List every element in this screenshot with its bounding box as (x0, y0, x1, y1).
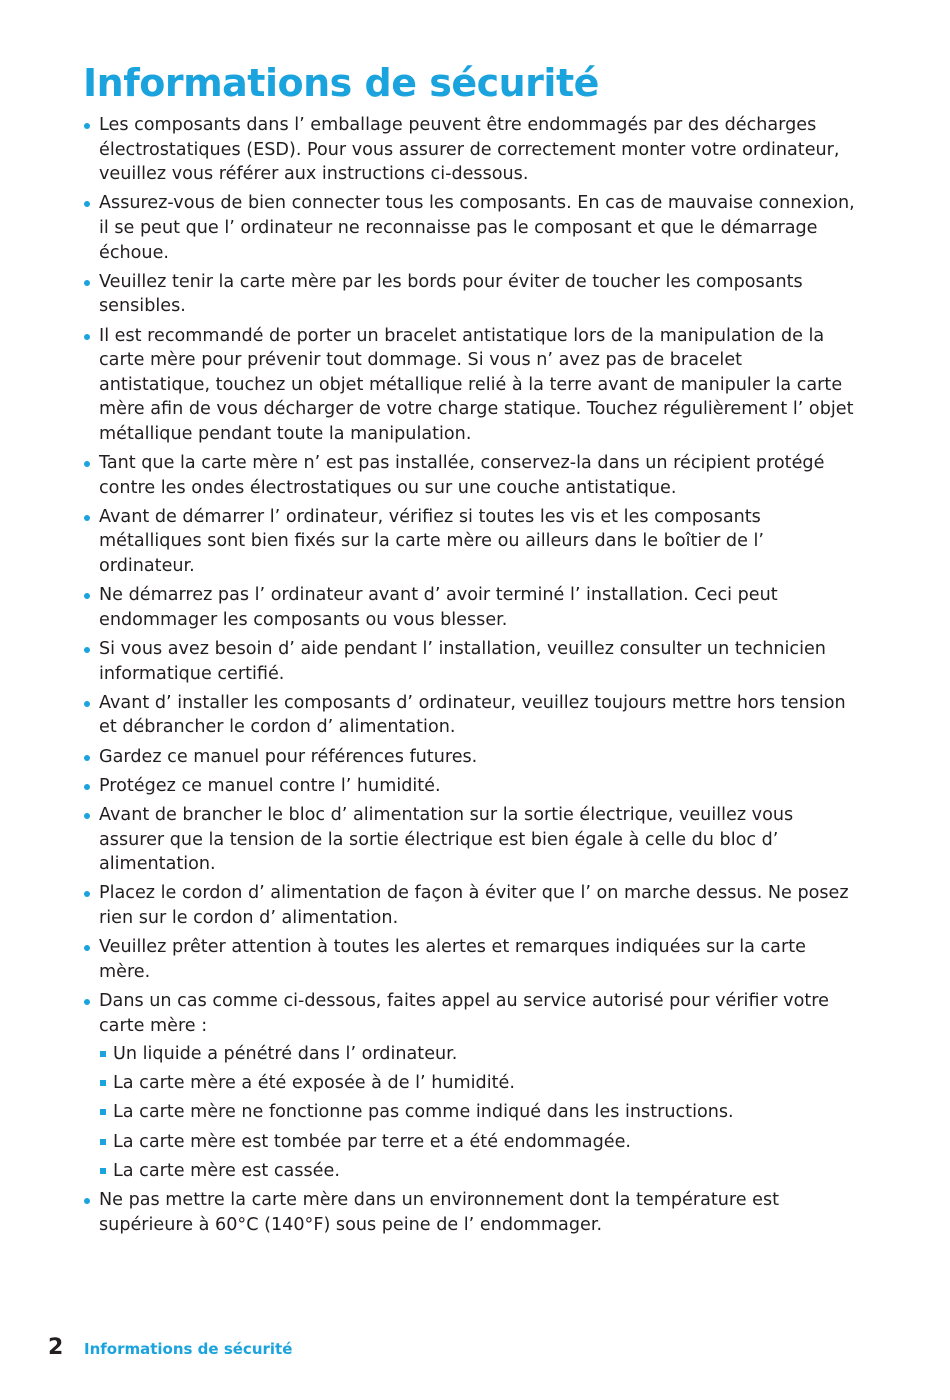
list-item (83, 637, 858, 686)
safety-content (83, 113, 858, 1242)
list-item-text: Tant que la carte mère n’ est pas installée, conservez-la dans un récipient protégé contre les ondes électrostatiques ou sur une couche antistatique. (99, 453, 825, 498)
list-item (83, 1188, 858, 1237)
bullet-dot-icon (84, 123, 90, 129)
bullet-dot-icon (84, 461, 90, 467)
sub-list-item-text: La carte mère est cassée. (113, 1160, 340, 1181)
page-title: Informations de sécurité (83, 61, 599, 105)
list-item-text: Avant de démarrer l’ ordinateur, vérifiez si toutes les vis et les composants métalliques sont bien fixés sur la carte mère ou ailleurs dans le boîtier de l’ ordinateur. (99, 506, 764, 577)
list-item-text: Assurez-vous de bien connecter tous les composants. En cas de mauvaise connexion, il se peut que l’ ordinateur ne reconnaisse pas le composant et que le démarrage échoue. (99, 193, 855, 263)
bullet-dot-icon (84, 593, 90, 599)
bullet-dot-icon (84, 755, 90, 761)
list-item (83, 774, 858, 799)
list-item (83, 505, 858, 579)
bullet-square-icon (100, 1109, 106, 1115)
list-item-text: Si vous avez besoin d’ aide pendant l’ installation, veuillez consulter un technicien informatique certifié. (99, 639, 826, 684)
list-item (83, 270, 858, 319)
list-item-text: Ne démarrez pas l’ ordinateur avant d’ avoir terminé l’ installation. Ceci peut endommager les composants ou vous blesser. (99, 585, 778, 630)
sub-list-item-text: La carte mère ne fonctionne pas comme indiqué dans les instructions. (113, 1102, 734, 1123)
sub-list-item (99, 1159, 858, 1184)
bullet-dot-icon (84, 515, 90, 521)
bullet-dot-icon (84, 647, 90, 653)
list-item-text: Avant de brancher le bloc d’ alimentation sur la sortie électrique, veuillez vous assurer que la tension de la sortie électrique est bien égale à celle du bloc d’ alimentation. (99, 804, 794, 875)
list-item-text: Les composants dans l’ emballage peuvent être endommagés par des décharges électrostatiques (ESD). Pour vous assurer de correctement monter votre ordinateur, veuillez vous référer aux instructions ci-dessous. (99, 115, 840, 185)
sub-list-item (99, 1100, 858, 1125)
bullet-dot-icon (84, 201, 90, 207)
bullet-dot-icon (84, 784, 90, 790)
list-item-text: Protégez ce manuel contre l’ humidité. (99, 775, 441, 796)
bullet-square-icon (100, 1139, 106, 1145)
list-item (83, 803, 858, 877)
list-item-text: Il est recommandé de porter un bracelet antistatique lors de la manipulation de la carte mère pour prévenir tout dommage. Si vous n’ avez pas de bracelet antistatique, touchez un objet métallique relié à la terre avant de manipuler la carte mère afin de vous décharger de votre charge statique. Touchez régulièrement l’ objet métallique pendant toute la manipulation. (99, 325, 854, 444)
sub-list-item (99, 1071, 858, 1096)
footer-section-title: Informations de sécurité (84, 1340, 293, 1358)
list-item-text: Veuillez tenir la carte mère par les bords pour éviter de toucher les composants sensibles. (99, 271, 803, 317)
bullet-dot-icon (84, 813, 90, 819)
list-item-text: Dans un cas comme ci-dessous, faites appel au service autorisé pour vérifier votre carte mère : (99, 990, 829, 1036)
safety-bullet-list (83, 113, 858, 1237)
list-item (83, 583, 858, 632)
page-footer (48, 1335, 292, 1360)
bullet-dot-icon (84, 945, 90, 951)
sub-list-item-text: Un liquide a pénétré dans l’ ordinateur. (113, 1044, 458, 1065)
bullet-square-icon (100, 1051, 106, 1057)
sub-list-item-text: La carte mère a été exposée à de l’ humidité. (113, 1073, 515, 1094)
page-number: 2 (48, 1335, 64, 1360)
bullet-dot-icon (84, 334, 90, 340)
bullet-dot-icon (84, 999, 90, 1005)
bullet-square-icon (100, 1080, 106, 1086)
list-item (83, 451, 858, 500)
sub-list-item (99, 1042, 858, 1067)
bullet-dot-icon (84, 701, 90, 707)
list-item (83, 191, 858, 265)
list-item (83, 113, 858, 187)
list-item-text: Avant d’ installer les composants d’ ordinateur, veuillez toujours mettre hors tension et débrancher le cordon d’ alimentation. (99, 692, 846, 738)
list-item (83, 745, 858, 770)
list-item (83, 881, 858, 930)
list-item-text: Placez le cordon d’ alimentation de façon à éviter que l’ on marche dessus. Ne posez rien sur le cordon d’ alimentation. (99, 883, 849, 928)
list-item (83, 324, 858, 447)
damage-cases-sub-list (99, 1042, 858, 1183)
sub-list-item-text: La carte mère est tombée par terre et a été endommagée. (113, 1131, 631, 1152)
list-item (83, 989, 858, 1184)
bullet-dot-icon (84, 280, 90, 286)
bullet-dot-icon (84, 1198, 90, 1204)
sub-list-item (99, 1130, 858, 1155)
list-item-text: Ne pas mettre la carte mère dans un environnement dont la température est supérieure à 60°C (140°F) sous peine de l’ endommager. (99, 1190, 780, 1235)
list-item (83, 935, 858, 984)
bullet-dot-icon (84, 891, 90, 897)
list-item (83, 691, 858, 740)
bullet-square-icon (100, 1168, 106, 1174)
list-item-text: Gardez ce manuel pour références futures. (99, 746, 478, 767)
list-item-text: Veuillez prêter attention à toutes les alertes et remarques indiquées sur la carte mère. (99, 937, 806, 982)
